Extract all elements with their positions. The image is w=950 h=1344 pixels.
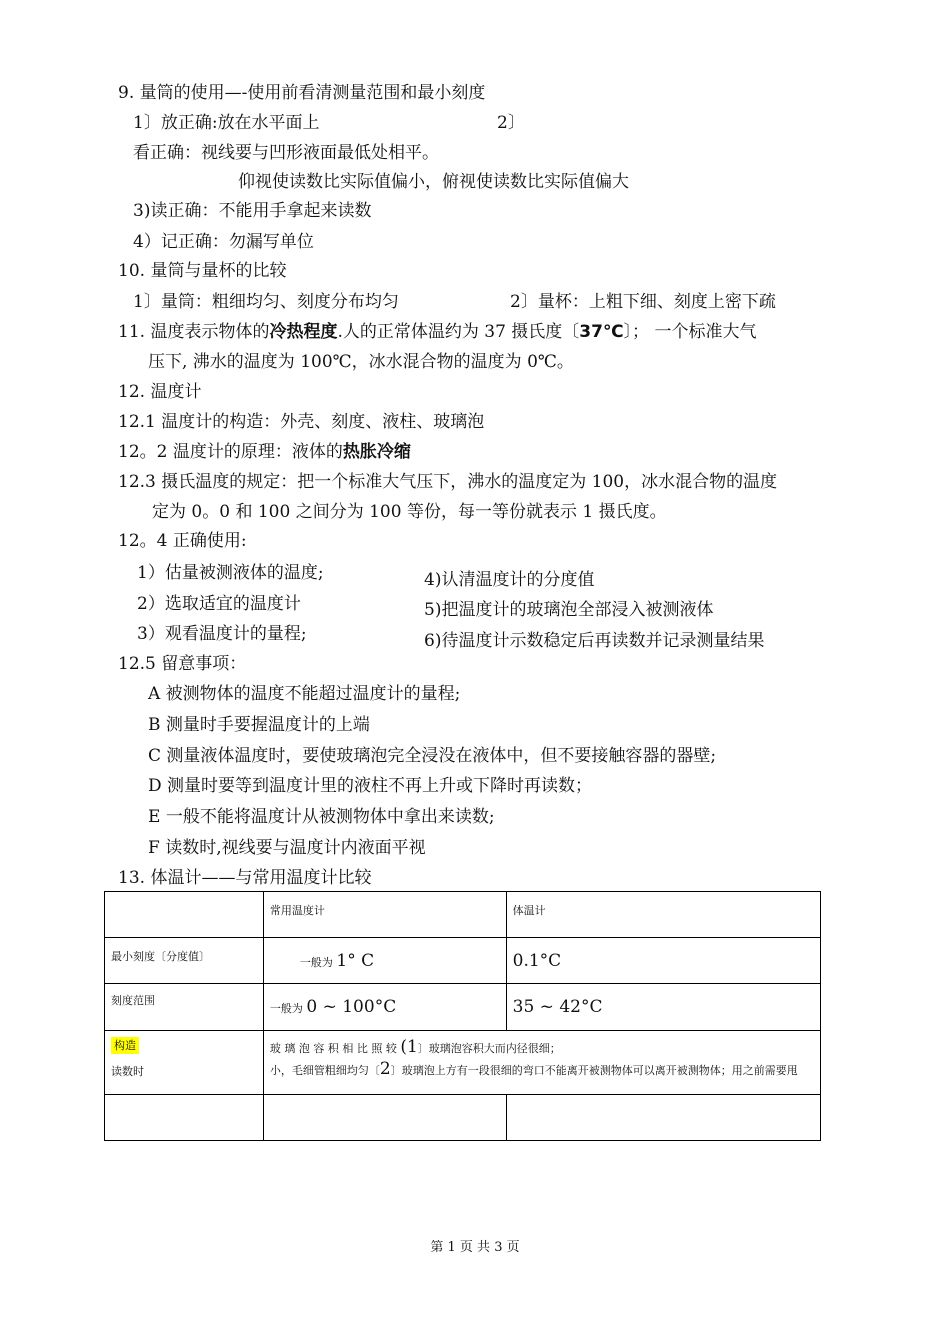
item-9-record: 4）记正确：勿漏写单位 (133, 232, 314, 252)
text-11-f: 压下, 沸水的温度为 100℃，冰水混合物的温度为 0℃。 (148, 352, 574, 372)
structure-text-a: 玻 璃 泡 容 积 相 比 照 较 (269, 1042, 397, 1055)
usage-1: 1）估量被测液体的温度; (137, 563, 324, 583)
usage-3: 3）观看温度计的量程; (137, 624, 307, 644)
text-11-temp: 37℃ (579, 322, 624, 342)
text-11-bold: 冷热程度 (269, 322, 338, 342)
structure-text-d: 小，毛细管粗细均匀〔 (269, 1064, 380, 1077)
item-12-1: 12.1 温度计的构造：外壳、刻度、液柱、玻璃泡 (118, 412, 485, 432)
usage-4: 4)认清温度计的分度值 (424, 570, 595, 590)
table-row (105, 984, 821, 1031)
note-c: C 测量液体温度时，要使玻璃泡完全浸没在液体中，但不要接触容器的器壁; (148, 746, 717, 766)
heading-10: 10. 量筒与量杯的比较 (118, 261, 287, 281)
cell-value: 0.1°C (512, 950, 562, 971)
item-12-3: 12.3 摄氏温度的规定：把一个标准大气压下，沸水的温度定为 100，冰水混合物的温度 (118, 472, 778, 492)
item-12-3b: 定为 0。0 和 100 之间分为 100 等份，每一等份就表示 1 摄氏度。 (152, 502, 667, 522)
comparison-table (104, 891, 821, 1141)
table-row (105, 892, 821, 938)
note-e: E 一般不能将温度计从被测物体中拿出来读数; (148, 807, 495, 827)
heading-9: 9. 量筒的使用—-使用前看清测量范围和最小刻度 (118, 83, 486, 103)
table-header-clinical: 体温计 (506, 892, 820, 938)
note-d: D 测量时要等到温度计里的液柱不再上升或下降时再读数； (148, 776, 593, 796)
note-b: B 测量时手要握温度计的上端 (148, 715, 370, 735)
usage-2: 2）选取适宜的温度计 (137, 594, 301, 614)
table-row (105, 1031, 821, 1095)
note-f: F 读数时,视线要与温度计内液面平视 (148, 838, 426, 858)
text-11-e: 〕； 一个标准大气 (623, 322, 757, 342)
item-9-look: 看正确：视线要与凹形液面最低处相平。 (133, 143, 439, 163)
table-cell-empty (506, 1095, 820, 1141)
item-9-2: 2〕 (497, 113, 525, 133)
table-label-min-scale: 最小刻度〔分度值〕 (105, 938, 264, 984)
heading-11 (118, 321, 756, 343)
item-9-read: 3)读正确：不能用手拿起来读数 (133, 201, 372, 221)
structure-text-c: 〕玻璃泡容积大而内径很细； (417, 1042, 561, 1055)
cell-small-text: 一般为 (269, 1002, 303, 1015)
page-footer: 第 1 页 共 3 页 (430, 1240, 520, 1255)
table-cell-structure (263, 1031, 820, 1095)
cell-small-text: 一般为 (299, 955, 333, 969)
table-cell (263, 984, 506, 1031)
structure-line-1 (270, 1037, 814, 1057)
reading-label: 读数时 (111, 1065, 144, 1078)
item-12-2 (118, 441, 411, 463)
cell-value: 35 ~ 42°C (512, 997, 603, 1017)
heading-12: 12. 温度计 (118, 382, 202, 402)
structure-text-b: (1 (400, 1037, 418, 1057)
heading-13: 13. 体温计——与常用温度计比较 (118, 868, 372, 888)
table-cell-empty (263, 1095, 506, 1141)
item-10-1: 1〕量筒：粗细均匀、刻度分布均匀 (133, 292, 399, 312)
cell-value: 1° C (336, 950, 375, 971)
text-11-a: 11. 温度表示物体的 (118, 322, 270, 342)
item-10-2: 2〕量杯：上粗下细、刻度上密下疏 (510, 292, 776, 312)
cell-value: 0 ~ 100°C (306, 997, 397, 1017)
text-12-2b: 热胀冷缩 (342, 442, 411, 462)
table-cell (506, 984, 820, 1031)
item-9-1: 1〕放正确:放在水平面上 (133, 113, 320, 133)
structure-text-f: 〕玻璃泡上方有一段很细的弯口不能离开被测物体可以离开被测物体；用之前需要甩 (390, 1064, 798, 1077)
item-9-note: 仰视使读数比实际值偏小，俯视使读数比实际值偏大 (238, 172, 629, 192)
table-row (105, 938, 821, 984)
table-cell (263, 938, 506, 984)
item-12-5: 12.5 留意事项： (118, 654, 247, 674)
table-cell-empty (105, 892, 264, 938)
table-row (105, 1095, 821, 1141)
structure-label-wrap (111, 1037, 257, 1053)
table-cell (506, 938, 820, 984)
table-label-range: 刻度范围 (105, 984, 264, 1031)
note-a: A 被测物体的温度不能超过温度计的量程; (148, 684, 461, 704)
usage-6: 6)待温度计示数稳定后再读数并记录测量结果 (424, 631, 765, 651)
table-header-common: 常用温度计 (263, 892, 506, 938)
structure-line-2 (270, 1059, 814, 1079)
item-12-4: 12。4 正确使用: (118, 531, 247, 551)
text-11-c: .人的正常体温约为 37 摄氏度〔 (337, 322, 580, 342)
table-label-structure (105, 1031, 264, 1095)
usage-5: 5)把温度计的玻璃泡全部浸入被测液体 (424, 600, 714, 620)
structure-label: 构造 (111, 1037, 139, 1054)
text-12-2a: 12。2 温度计的原理：液体的 (118, 442, 343, 462)
table-cell-empty (105, 1095, 264, 1141)
structure-text-e: 2 (379, 1059, 391, 1079)
